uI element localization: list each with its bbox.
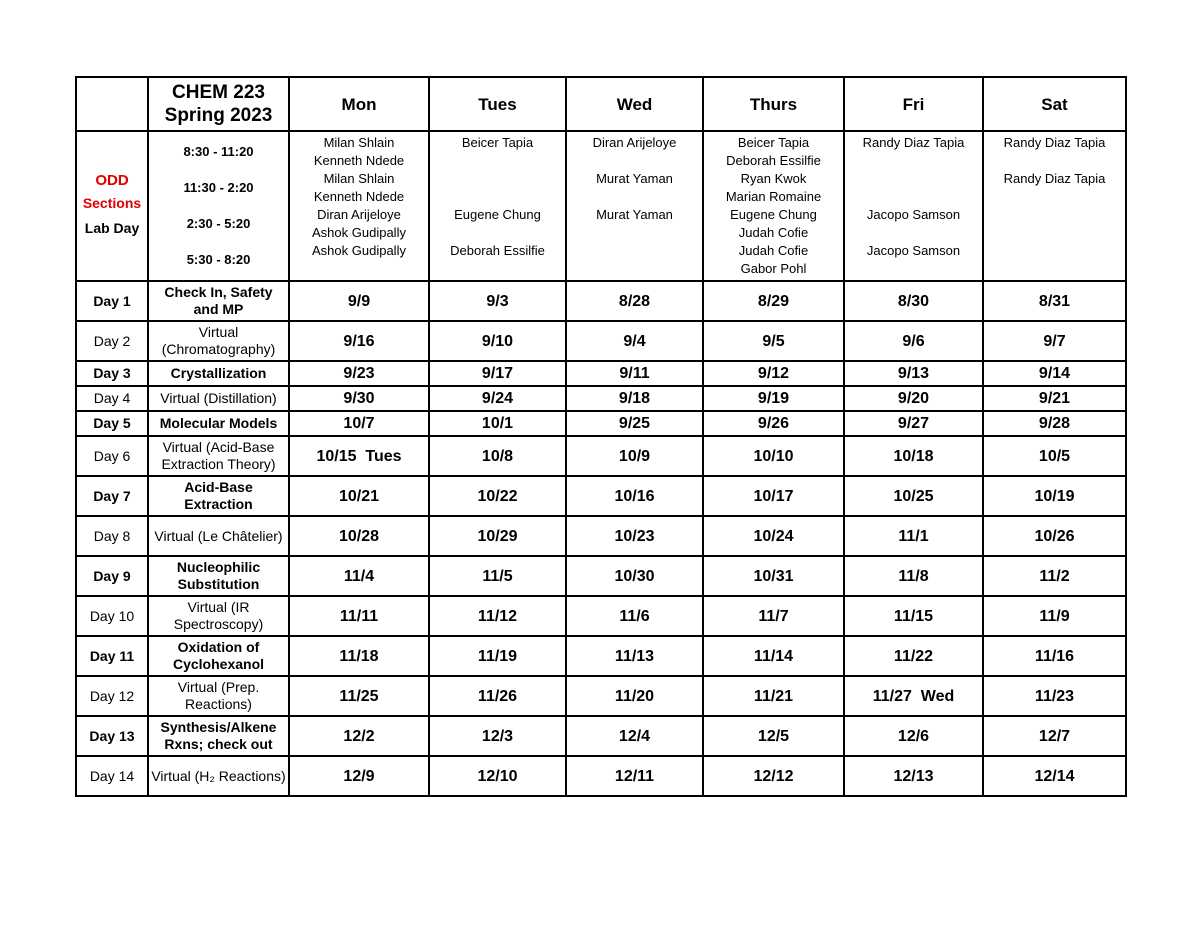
course-term: Spring 2023: [164, 105, 273, 126]
lab-date-wed: 9/25: [566, 411, 703, 436]
day-header-mon: Mon: [289, 77, 429, 131]
schedule-row: [76, 321, 1126, 361]
lab-topic: Virtual (Prep. Reactions): [148, 676, 289, 716]
lab-date-wed: 8/28: [566, 281, 703, 321]
lab-date-tues: 11/12: [429, 596, 566, 636]
instructor-name: Ashok Gudipally: [312, 225, 406, 240]
lab-date-tues: 10/29: [429, 516, 566, 556]
lab-date-wed: 10/30: [566, 556, 703, 596]
lab-topic: Virtual (Le Châtelier): [148, 516, 289, 556]
day-label: Day 12: [76, 676, 148, 716]
schedule-row: [76, 411, 1126, 436]
schedule-row: [76, 716, 1126, 756]
lab-date-sat: 9/28: [983, 411, 1126, 436]
lab-date-wed: 12/11: [566, 756, 703, 796]
day-label: Day 13: [76, 716, 148, 756]
day-label: Day 1: [76, 281, 148, 321]
lab-date-mon: 11/4: [289, 556, 429, 596]
lab-topic: Synthesis/Alkene Rxns; check out: [148, 716, 289, 756]
lab-date-wed: 9/4: [566, 321, 703, 361]
header-row: [76, 77, 1126, 131]
lab-date-sat: 12/7: [983, 716, 1126, 756]
day-label: Day 11: [76, 636, 148, 676]
lab-topic: Virtual (Chromatography): [148, 321, 289, 361]
sections-label: Sections: [82, 195, 142, 211]
lab-date-thurs: 9/26: [703, 411, 844, 436]
lab-date-sat: 11/16: [983, 636, 1126, 676]
schedule-row: [76, 596, 1126, 636]
day-label: Day 8: [76, 516, 148, 556]
lab-topic: Virtual (Acid-Base Extraction Theory): [148, 436, 289, 476]
lab-date-thurs: 11/7: [703, 596, 844, 636]
lab-date-wed: 9/11: [566, 361, 703, 386]
lab-date-wed: 9/18: [566, 386, 703, 411]
lab-topic: Nucleophilic Substitution: [148, 556, 289, 596]
lab-day-label: Lab Day: [84, 220, 140, 236]
lab-date-fri: 9/20: [844, 386, 983, 411]
instructor-name: Murat Yaman: [596, 171, 673, 186]
lab-date-tues: 9/17: [429, 361, 566, 386]
day-label: Day 9: [76, 556, 148, 596]
lab-date-sat: 11/9: [983, 596, 1126, 636]
schedule-row: [76, 556, 1126, 596]
instructor-name: Randy Diaz Tapia: [1003, 171, 1106, 186]
lab-date-mon: 10/15 Tues: [289, 436, 429, 476]
instructor-name: Kenneth Ndede: [313, 189, 405, 204]
lab-date-thurs: 10/24: [703, 516, 844, 556]
instructor-name: Jacopo Samson: [866, 243, 961, 258]
schedule-row: [76, 361, 1126, 386]
day-header-thurs: Thurs: [703, 77, 844, 131]
lab-topic: Virtual (IR Spectroscopy): [148, 596, 289, 636]
instructor-name: Marian Romaine: [725, 189, 822, 204]
lab-date-thurs: 8/29: [703, 281, 844, 321]
lab-date-sat: 10/19: [983, 476, 1126, 516]
day-label: Day 14: [76, 756, 148, 796]
instructor-name: Kenneth Ndede: [313, 153, 405, 168]
lab-date-thurs: 10/10: [703, 436, 844, 476]
lab-topic: Molecular Models: [148, 411, 289, 436]
instructors-thurs: [703, 131, 844, 281]
lab-date-wed: 11/20: [566, 676, 703, 716]
instructor-name: Judah Cofie: [738, 243, 809, 258]
lab-date-wed: 11/6: [566, 596, 703, 636]
lab-date-thurs: 9/5: [703, 321, 844, 361]
lab-date-thurs: 9/12: [703, 361, 844, 386]
schedule-row: [76, 386, 1126, 411]
time-slot: 8:30 - 11:20: [183, 144, 254, 159]
lab-date-fri: 11/22: [844, 636, 983, 676]
day-label: Day 5: [76, 411, 148, 436]
day-header-sat: Sat: [983, 77, 1126, 131]
lab-date-tues: 11/26: [429, 676, 566, 716]
course-title-cell: [148, 77, 289, 131]
lab-topic: Acid-Base Extraction: [148, 476, 289, 516]
instructor-name: Eugene Chung: [454, 207, 541, 222]
day-label: Day 2: [76, 321, 148, 361]
time-slot: 11:30 - 2:20: [183, 180, 254, 195]
lab-date-mon: 11/25: [289, 676, 429, 716]
day-label: Day 7: [76, 476, 148, 516]
lab-date-thurs: 11/21: [703, 676, 844, 716]
lab-date-tues: 10/22: [429, 476, 566, 516]
schedule-row: [76, 756, 1126, 796]
time-slots-cell: [148, 131, 289, 281]
day-label: Day 10: [76, 596, 148, 636]
lab-date-fri: 10/25: [844, 476, 983, 516]
instructor-name: Beicer Tapia: [737, 135, 810, 150]
lab-date-thurs: 11/14: [703, 636, 844, 676]
lab-date-tues: 10/1: [429, 411, 566, 436]
lab-topic: Virtual (Distillation): [148, 386, 289, 411]
instructor-row: [76, 131, 1126, 281]
time-slot: 5:30 - 8:20: [186, 252, 251, 267]
lab-date-thurs: 10/31: [703, 556, 844, 596]
lab-date-wed: 10/23: [566, 516, 703, 556]
lab-date-thurs: 9/19: [703, 386, 844, 411]
lab-date-thurs: 12/5: [703, 716, 844, 756]
schedule-row: [76, 436, 1126, 476]
lab-date-mon: 9/23: [289, 361, 429, 386]
lab-date-fri: 11/27 Wed: [844, 676, 983, 716]
lab-date-sat: 10/26: [983, 516, 1126, 556]
lab-date-tues: 9/24: [429, 386, 566, 411]
lab-schedule-table: [75, 76, 1127, 797]
lab-date-sat: 9/21: [983, 386, 1126, 411]
lab-date-fri: 12/13: [844, 756, 983, 796]
schedule-row: [76, 281, 1126, 321]
lab-topic: Oxidation of Cyclohexanol: [148, 636, 289, 676]
lab-date-mon: 9/9: [289, 281, 429, 321]
lab-date-sat: 10/5: [983, 436, 1126, 476]
corner-cell: [76, 77, 148, 131]
lab-date-sat: 11/23: [983, 676, 1126, 716]
lab-date-wed: 12/4: [566, 716, 703, 756]
lab-date-fri: 9/27: [844, 411, 983, 436]
instructor-name: Deborah Essilfie: [450, 243, 545, 258]
sections-label-cell: [76, 131, 148, 281]
lab-topic: Crystallization: [148, 361, 289, 386]
lab-date-tues: 9/3: [429, 281, 566, 321]
lab-date-wed: 10/9: [566, 436, 703, 476]
instructor-name: Diran Arijeloye: [592, 135, 677, 150]
instructor-name: Eugene Chung: [730, 207, 817, 222]
lab-date-fri: 11/1: [844, 516, 983, 556]
lab-date-fri: 11/8: [844, 556, 983, 596]
instructor-name: Gabor Pohl: [740, 261, 807, 276]
day-header-wed: Wed: [566, 77, 703, 131]
instructors-sat: [983, 131, 1126, 281]
instructor-name: Randy Diaz Tapia: [862, 135, 965, 150]
instructors-mon: [289, 131, 429, 281]
lab-date-thurs: 10/17: [703, 476, 844, 516]
instructor-name: Ryan Kwok: [740, 171, 807, 186]
lab-date-sat: 12/14: [983, 756, 1126, 796]
day-header-tues: Tues: [429, 77, 566, 131]
lab-date-mon: 11/11: [289, 596, 429, 636]
lab-date-tues: 11/19: [429, 636, 566, 676]
lab-date-sat: 8/31: [983, 281, 1126, 321]
lab-date-mon: 12/9: [289, 756, 429, 796]
lab-date-fri: 10/18: [844, 436, 983, 476]
lab-date-fri: 9/6: [844, 321, 983, 361]
lab-date-wed: 11/13: [566, 636, 703, 676]
lab-date-sat: 9/14: [983, 361, 1126, 386]
instructor-name: Judah Cofie: [738, 225, 809, 240]
day-label: Day 6: [76, 436, 148, 476]
day-label: Day 4: [76, 386, 148, 411]
time-slot: 2:30 - 5:20: [186, 216, 251, 231]
instructor-name: Murat Yaman: [596, 207, 673, 222]
lab-date-fri: 9/13: [844, 361, 983, 386]
lab-date-tues: 12/10: [429, 756, 566, 796]
lab-date-sat: 9/7: [983, 321, 1126, 361]
lab-date-mon: 10/7: [289, 411, 429, 436]
lab-date-tues: 10/8: [429, 436, 566, 476]
lab-date-tues: 12/3: [429, 716, 566, 756]
instructor-name: Jacopo Samson: [866, 207, 961, 222]
instructor-name: Milan Shlain: [323, 171, 395, 186]
instructor-name: Beicer Tapia: [461, 135, 534, 150]
instructor-name: Randy Diaz Tapia: [1003, 135, 1106, 150]
lab-date-mon: 11/18: [289, 636, 429, 676]
lab-date-mon: 9/16: [289, 321, 429, 361]
schedule-row: [76, 476, 1126, 516]
lab-date-thurs: 12/12: [703, 756, 844, 796]
day-label: Day 3: [76, 361, 148, 386]
lab-date-sat: 11/2: [983, 556, 1126, 596]
course-name: CHEM 223: [172, 82, 265, 103]
schedule-row: [76, 676, 1126, 716]
lab-date-wed: 10/16: [566, 476, 703, 516]
instructor-name: Deborah Essilfie: [726, 153, 821, 168]
lab-date-fri: 12/6: [844, 716, 983, 756]
lab-date-fri: 11/15: [844, 596, 983, 636]
lab-date-tues: 9/10: [429, 321, 566, 361]
lab-date-mon: 9/30: [289, 386, 429, 411]
lab-date-mon: 10/28: [289, 516, 429, 556]
instructor-name: Ashok Gudipally: [312, 243, 406, 258]
lab-date-fri: 8/30: [844, 281, 983, 321]
lab-date-tues: 11/5: [429, 556, 566, 596]
lab-topic: Virtual (H₂ Reactions): [148, 756, 289, 796]
instructor-name: Diran Arijeloye: [317, 207, 401, 222]
lab-date-mon: 12/2: [289, 716, 429, 756]
instructors-wed: [566, 131, 703, 281]
schedule-row: [76, 516, 1126, 556]
schedule-row: [76, 636, 1126, 676]
lab-date-mon: 10/21: [289, 476, 429, 516]
instructors-fri: [844, 131, 983, 281]
instructors-tues: [429, 131, 566, 281]
day-header-fri: Fri: [844, 77, 983, 131]
instructor-name: Milan Shlain: [323, 135, 395, 150]
odd-label: ODD: [95, 172, 129, 189]
lab-topic: Check In, Safety and MP: [148, 281, 289, 321]
